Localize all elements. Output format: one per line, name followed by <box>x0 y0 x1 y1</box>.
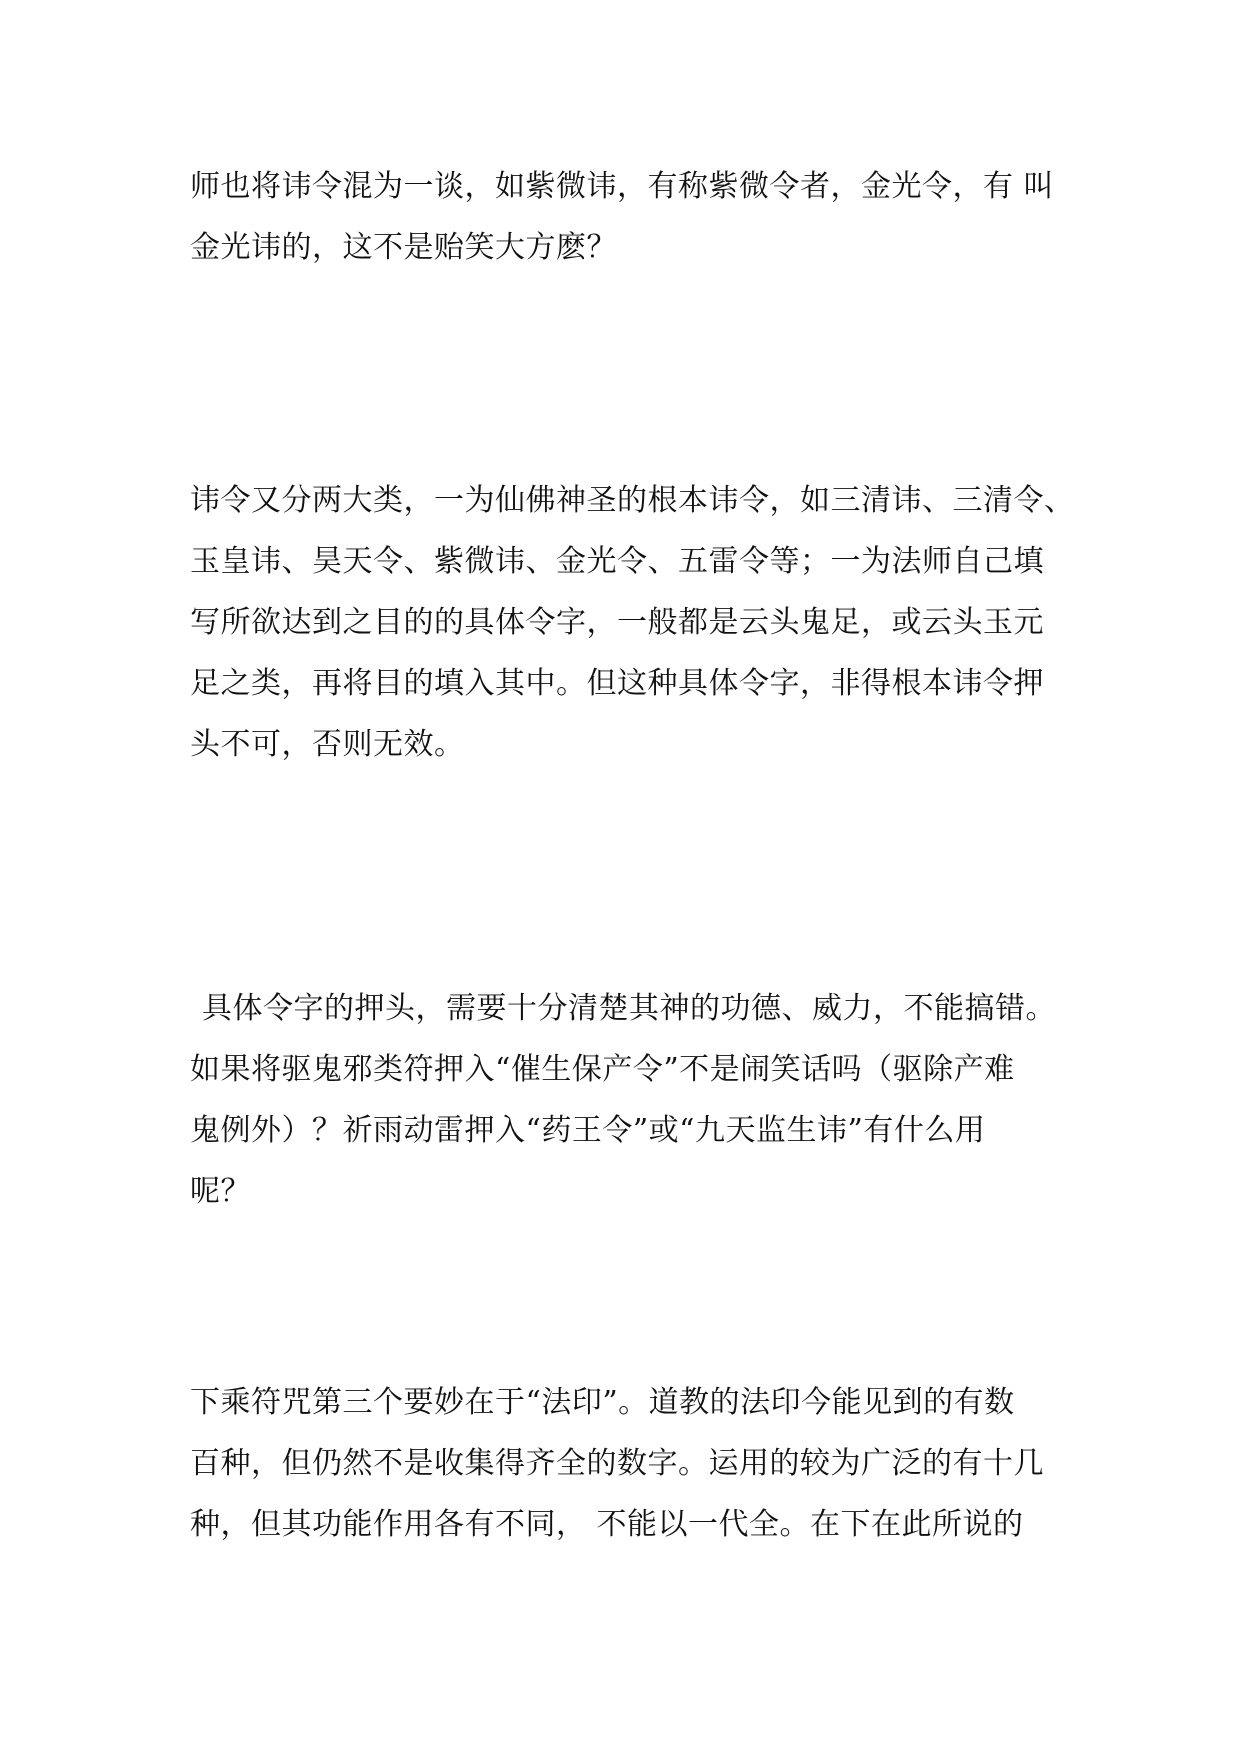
paragraph-4 <box>190 1372 1060 1555</box>
text-line: 写所欲达到之目的的具体令字，一般都是云头鬼足，或云头玉元 <box>190 605 1044 640</box>
text-line: 呢？ <box>190 1174 251 1209</box>
text-line: 百种，但仍然不是收集得齐全的数字。运用的较为广泛的有十几 <box>190 1446 1044 1481</box>
text-line: 金光讳的，这不是贻笑大方麽？ <box>190 230 617 265</box>
paragraph-3 <box>190 978 1060 1222</box>
text-line: 种，但其功能作用各有不同， 不能以一代全。在下在此所说的 <box>190 1507 1024 1542</box>
text-line: 头不可，否则无效。 <box>190 727 465 762</box>
paragraph-1 <box>190 156 1060 278</box>
text-line: 具体令字的押头，需要十分清楚其神的功德、威力，不能搞错。 <box>202 991 1056 1026</box>
text-line: 下乘符咒第三个要妙在于“法印”。道教的法印今能见到的有数 <box>190 1385 1015 1420</box>
text-line: 鬼例外）？祈雨动雷押入“药王令”或“九天监生讳”有什么用 <box>190 1113 986 1148</box>
text-line: 玉皇讳、昊天令、紫微讳、金光令、五雷令等；一为法师自己填 <box>190 544 1044 579</box>
text-line: 讳令又分两大类，一为仙佛神圣的根本讳令，如三清讳、三清令、 <box>190 483 1075 518</box>
text-line: 师也将讳令混为一谈，如紫微讳，有称紫微令者，金光令，有 叫 <box>190 169 1055 204</box>
paragraph-2 <box>190 470 1075 775</box>
text-line: 如果将驱鬼邪类符押入“催生保产令”不是闹笑话吗（驱除产难 <box>190 1052 1015 1087</box>
text-line: 足之类，再将目的填入其中。但这种具体令字，非得根本讳令押 <box>190 666 1044 701</box>
